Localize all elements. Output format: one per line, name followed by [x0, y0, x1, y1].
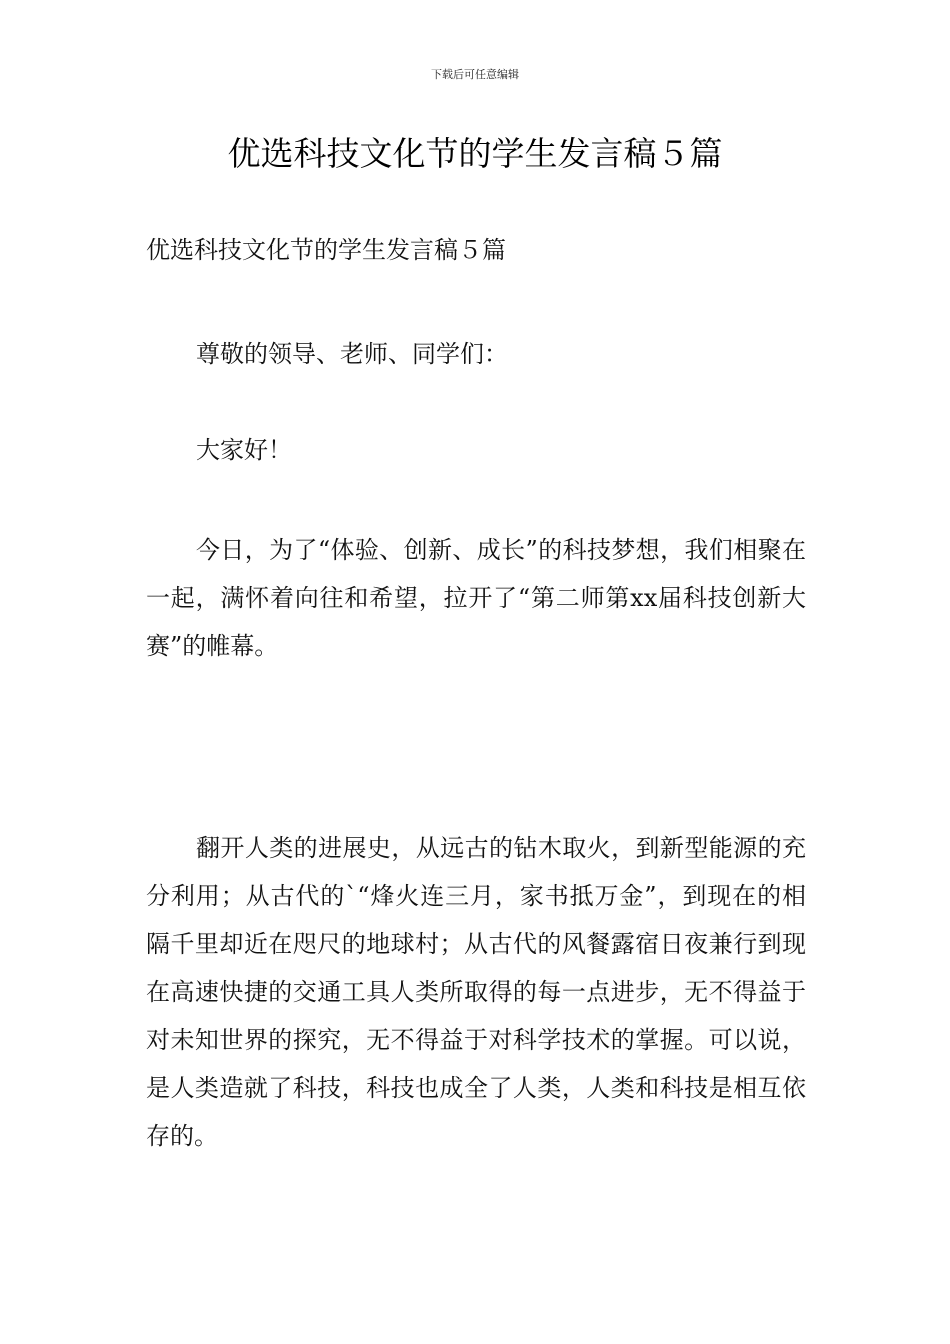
- paragraph-1: 今日，为了“体验、创新、成长”的科技梦想，我们相聚在一起，满怀着向往和希望，拉开了“第二师第xx届科技创新大赛”的帷幕。: [146, 536, 806, 660]
- document-subtitle: 优选科技文化节的学生发言稿５篇: [146, 236, 506, 264]
- salutation: 尊敬的领导、老师、同学们：: [196, 340, 508, 368]
- header-note: 下载后可任意编辑: [431, 68, 519, 81]
- paragraph-2: 翻开人类的进展史，从远古的钻木取火，到新型能源的充分利用；从古代的`“烽火连三月，家书抵万金”，到现在的相隔千里却近在咫尺的地球村；从古代的风餐露宿日夜兼行到现在高速快捷的交通工具人类所取得的每一点进步，无不得益于对未知世界的探究，无不得益于对科学技术的掌握。可以说，是人类造就了科技，科技也成全了人类，人类和科技是相互依存的。: [146, 834, 806, 1150]
- greeting-line: 大家好！: [196, 436, 292, 464]
- document-title: 优选科技文化节的学生发言稿５篇: [227, 134, 723, 173]
